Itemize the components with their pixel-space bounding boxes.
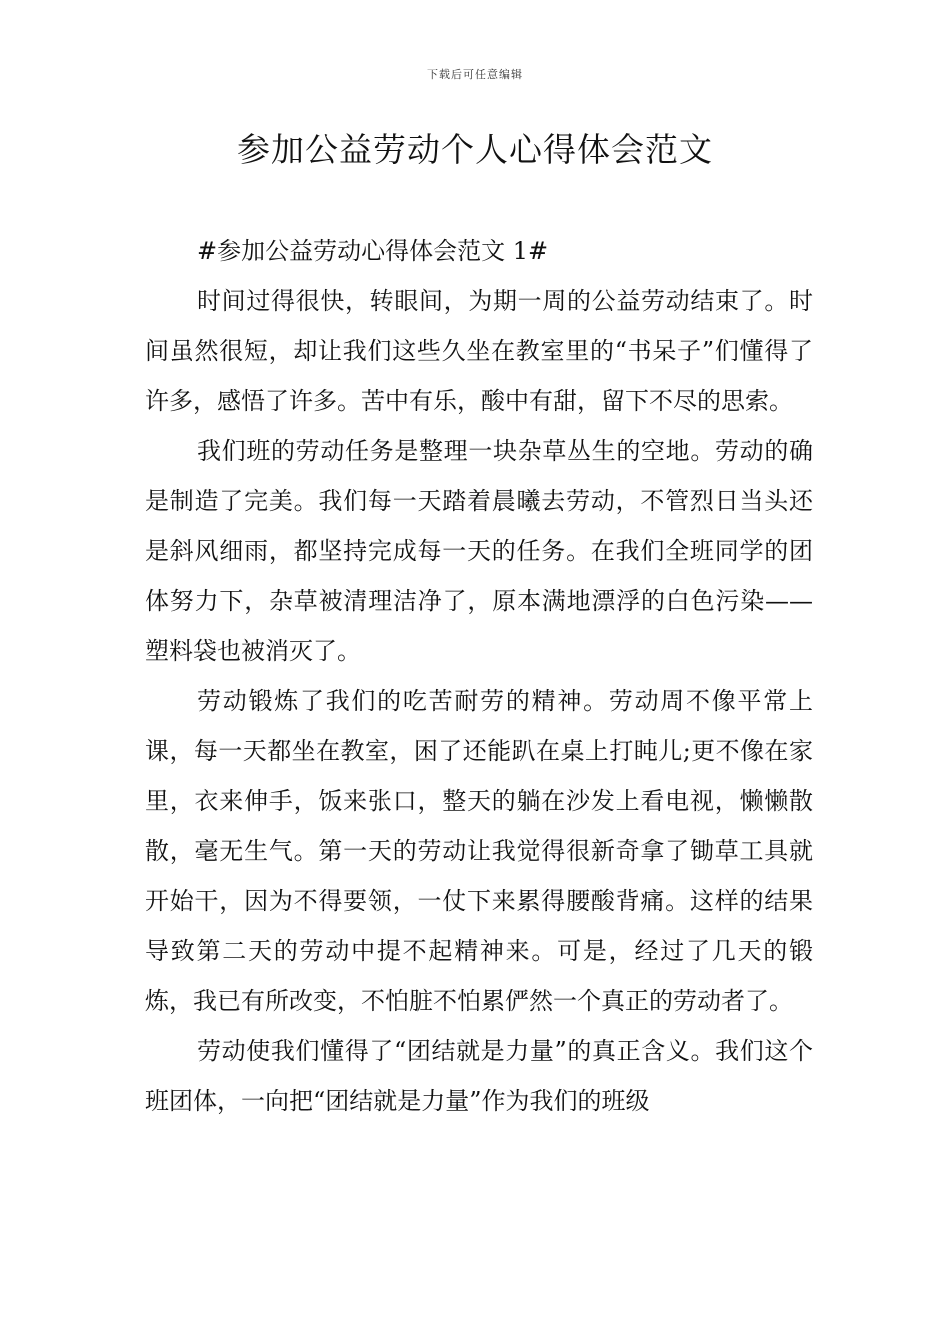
paragraph: 时间过得很快，转眼间，为期一周的公益劳动结束了。时间虽然很短，却让我们这些久坐在教室里的“书呆子”们懂得了许多，感悟了许多。苦中有乐，酸中有甜，留下不尽的思索。 xyxy=(145,287,813,415)
header-note: 下载后可任意编辑 xyxy=(427,68,523,81)
document-body xyxy=(145,226,813,1126)
paragraph: 劳动使我们懂得了“团结就是力量”的真正含义。我们这个班团体，一向把“团结就是力量”作为我们的班级 xyxy=(145,1037,813,1115)
paragraph: 我们班的劳动任务是整理一块杂草丛生的空地。劳动的确是制造了完美。我们每一天踏着晨曦去劳动，不管烈日当头还是斜风细雨，都坚持完成每一天的任务。在我们全班同学的团体努力下，杂草被清理洁净了，原本满地漂浮的白色污染——塑料袋也被消灭了。 xyxy=(145,437,813,665)
paragraph: 劳动锻炼了我们的吃苦耐劳的精神。劳动周不像平常上课，每一天都坐在教室，困了还能趴在桌上打盹儿;更不像在家里，衣来伸手，饭来张口，整天的躺在沙发上看电视，懒懒散散，毫无生气。第一天的劳动让我觉得很新奇拿了锄草工具就开始干，因为不得要领，一仗下来累得腰酸背痛。这样的结果导致第二天的劳动中提不起精神来。可是，经过了几天的锻炼，我已有所改变，不怕脏不怕累俨然一个真正的劳动者了。 xyxy=(145,687,813,1015)
section-heading: #参加公益劳动心得体会范文 1# xyxy=(197,237,549,265)
document-title: 参加公益劳动个人心得体会范文 xyxy=(237,130,713,169)
